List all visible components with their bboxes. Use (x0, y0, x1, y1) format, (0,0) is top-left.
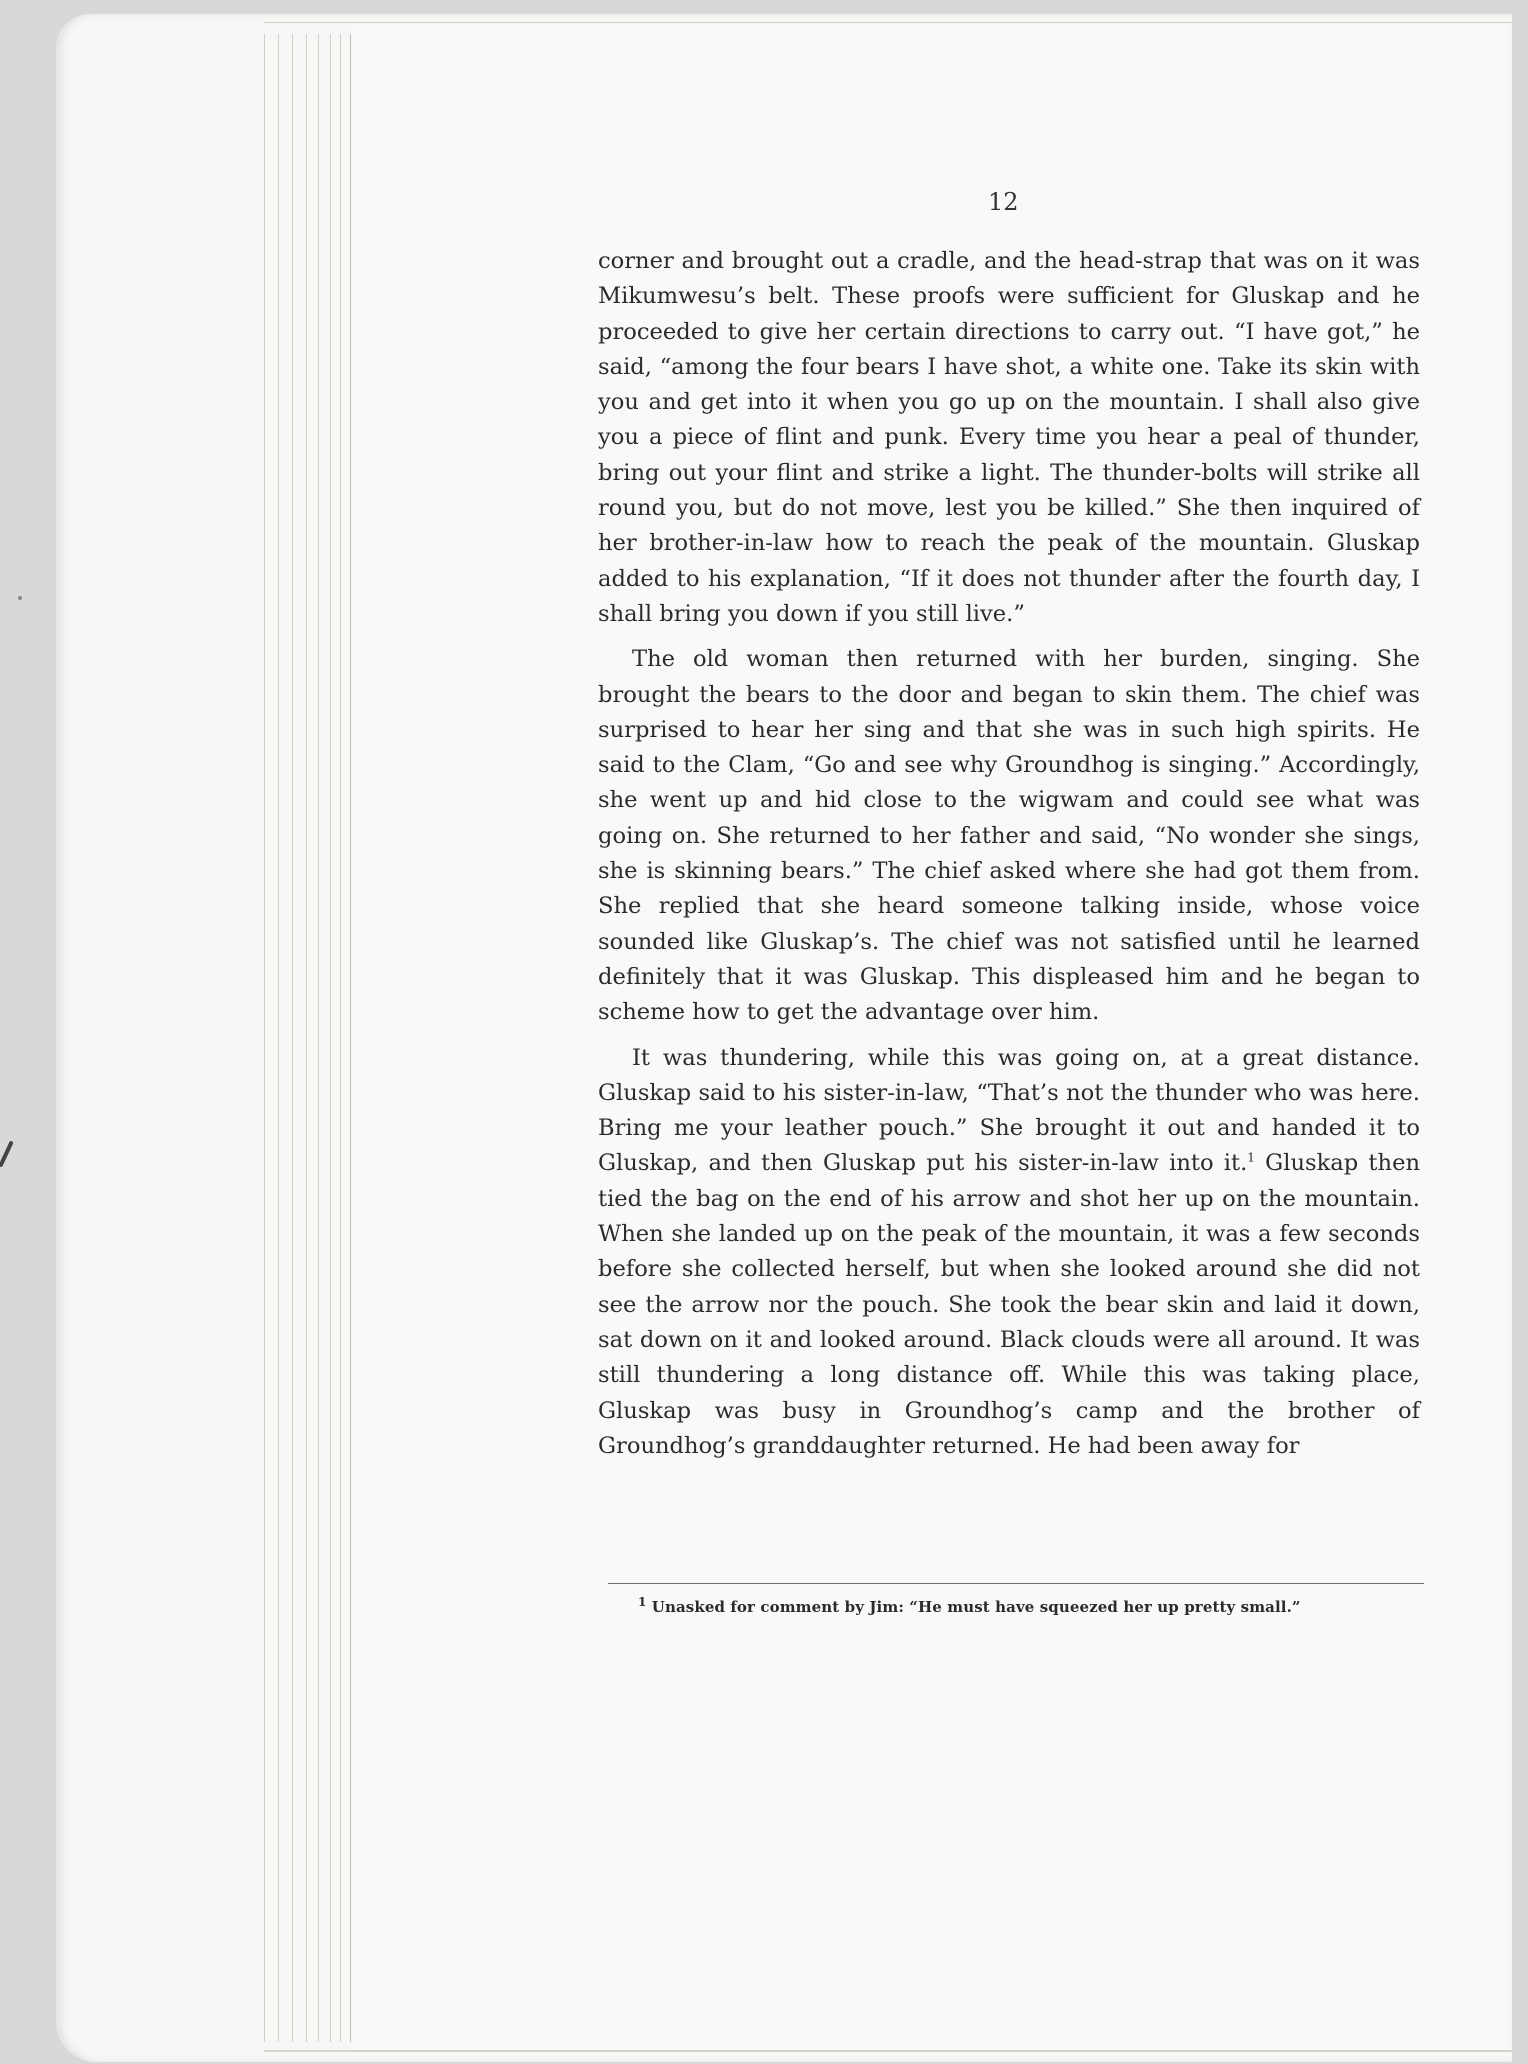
leaf-edge (318, 34, 319, 2042)
paragraph-3-part-2: Gluskap then tied the bag on the end of his arrow and shot her up on the mountain. When she landed up on the peak of the mountain, it was a few seconds before she collected herself, but when she looked around she did not see the arrow nor the pouch. She took the bear skin and laid it down, sat down on it and looked around. Black clouds were all around. It was still thundering a long distance off. While this was taking place, Gluskap was busy in Groundhog’s camp and the brother of Groundhog’s granddaughter returned. He had been away for (598, 1150, 1420, 1459)
leaf-edge (264, 34, 265, 2042)
page-top-edge (264, 22, 1512, 23)
page-number: 12 (988, 188, 1019, 216)
leaf-edge (350, 34, 351, 2042)
footnote-rule (608, 1583, 1424, 1584)
paragraph-1: corner and brought out a cradle, and the head-strap that was on it was Mikumwesu’s belt. These proofs were sufficient for Gluskap and he proceeded to give her certain directions to carry out. “I have got,” he said, “among the four bears I have shot, a white one. Take its skin with you and get into it when you go up on the mountain. I shall also give you a piece of flint and punk. Every time you hear a peal of thunder, bring out your flint and strike a light. The thunder-bolts will strike all round you, but do not move, lest you be killed.” She then inquired of her brother-in-law how to reach the peak of the mountain. Gluskap added to his explanation, “If it does not thunder after the fourth day, I shall bring you down if you still live.” (598, 248, 1420, 627)
leaf-edge (306, 34, 307, 2042)
leaf-edge (292, 34, 293, 2042)
footnote (638, 1595, 1301, 1616)
page-bottom-edge (264, 2050, 1512, 2052)
leaf-edge (340, 34, 341, 2042)
leaf-edge (330, 34, 331, 2042)
paragraph-3-part-1: It was thundering, while this was going on, at a great distance. Gluskap said to his sister-in-law, “That’s not the thunder who was here. Bring me your leather pouch.” She brought it out and handed it to Gluskap, and then Gluskap put his sister-in-law into it. (598, 1044, 1420, 1177)
leaf-edge (278, 34, 279, 2042)
paragraph-3 (598, 1041, 1420, 1465)
body-text (598, 244, 1420, 1474)
paragraph-2: The old woman then returned with her burden, singing. She brought the bears to the door and began to skin them. The chief was surprised to hear her sing and that she was in such high spirits. He said to the Clam, “Go and see why Groundhog is singing.” Accordingly, she went up and hid close to the wigwam and could see what was going on. She returned to her father and said, “No wonder she sings, she is skinning bears.” The chief asked where she had got them from. She replied that she heard someone talking inside, whose voice sounded like Gluskap’s. The chief was not satisfied until he learned definitely that it was Gluskap. This displeased him and he began to scheme how to get the advantage over him. (598, 646, 1420, 1026)
scan-speck (18, 596, 22, 600)
footnote-marker: 1 (638, 1595, 647, 1609)
footnote-text: Unasked for comment by Jim: “He must have squeezed her up pretty small.” (646, 1598, 1301, 1616)
footnote-reference: 1 (1247, 1150, 1255, 1165)
